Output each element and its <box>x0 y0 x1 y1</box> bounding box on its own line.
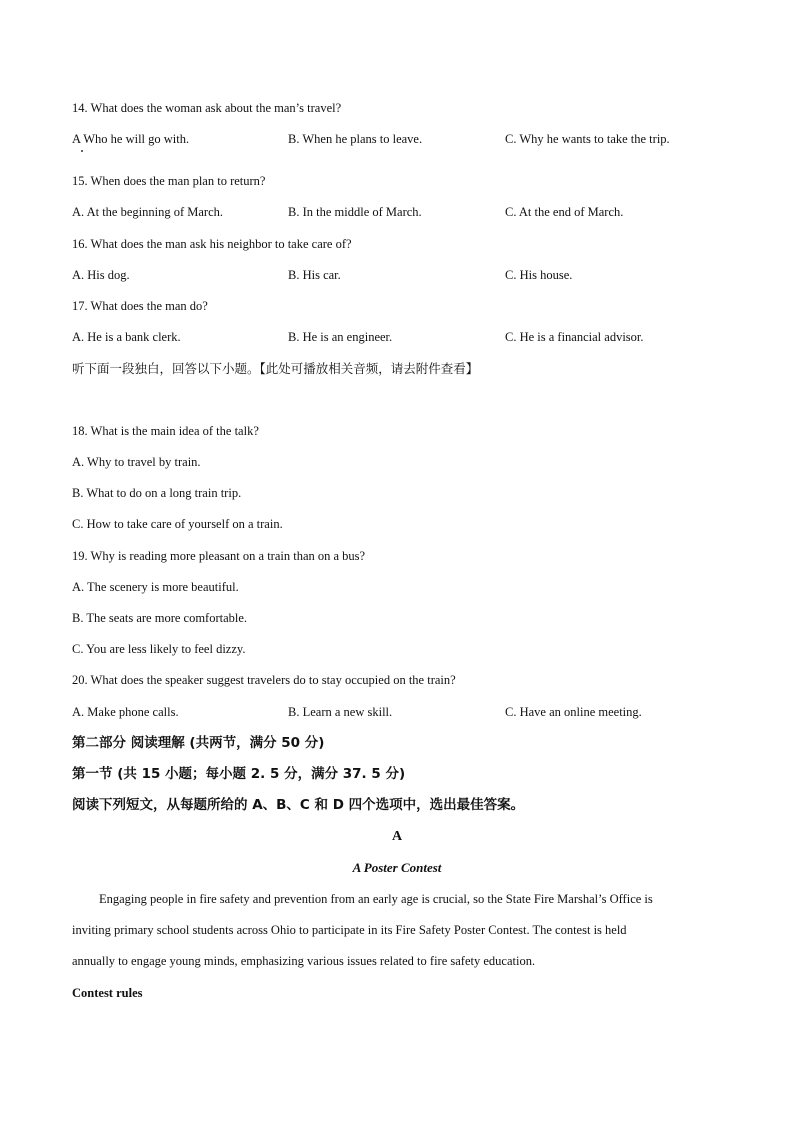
question-15: 15. When does the man plan to return? <box>72 174 266 188</box>
q17-option-a: A. He is a bank clerk. <box>72 330 181 344</box>
q16-option-c: C. His house. <box>505 268 573 282</box>
section1-heading: 第一节 (共 15 小题；每小题 2. 5 分，满分 37. 5 分) <box>72 766 406 782</box>
passage-line-3: annually to engage young minds, emphasizing various issues related to fire safety education. <box>72 954 536 968</box>
q19-option-b: B. The seats are more comfortable. <box>72 611 248 625</box>
question-16: 16. What does the man ask his neighbor to take care of? <box>72 237 352 251</box>
q15-option-a: A. At the beginning of March. <box>72 205 224 219</box>
question-19: 19. Why is reading more pleasant on a train than on a bus? <box>72 549 366 563</box>
q15-option-b: B. In the middle of March. <box>288 205 422 219</box>
contest-rules-subheading: Contest rules <box>72 986 143 1000</box>
q14-option-c: C. Why he wants to take the trip. <box>505 132 670 146</box>
question-17: 17. What does the man do? <box>72 299 208 313</box>
q20-option-c: C. Have an online meeting. <box>505 705 642 719</box>
q17-option-b: B. He is an engineer. <box>288 330 393 344</box>
q18-option-c: C. How to take care of yourself on a train. <box>72 517 283 531</box>
q20-option-a: A. Make phone calls. <box>72 705 179 719</box>
monologue-intro: 听下面一段独白，回答以下小题。【此处可播放相关音频，请去附件查看】 <box>72 361 479 376</box>
passage-line-1: Engaging people in fire safety and prevention from an early age is crucial, so the State Fire Marshal’s Office is <box>99 892 653 906</box>
passage-label: A <box>391 829 403 844</box>
question-18: 18. What is the main idea of the talk? <box>72 424 259 438</box>
q18-option-a: A. Why to travel by train. <box>72 455 201 469</box>
part2-heading: 第二部分 阅读理解 (共两节，满分 50 分) <box>72 735 325 751</box>
q19-option-c: C. You are less likely to feel dizzy. <box>72 642 246 656</box>
q16-option-a: A. His dog. <box>72 268 130 282</box>
q17-option-c: C. He is a financial advisor. <box>505 330 644 344</box>
q20-option-b: B. Learn a new skill. <box>288 705 393 719</box>
passage-line-2: inviting primary school students across Ohio to participate in its Fire Safety Poster Contest. The contest is held <box>72 923 627 937</box>
q14-option-a: A Who he will go with. <box>72 132 190 146</box>
q15-option-c: C. At the end of March. <box>505 205 624 219</box>
question-20: 20. What does the speaker suggest travelers do to stay occupied on the train? <box>72 673 456 687</box>
decorative-dot <box>81 150 83 152</box>
passage-title: A Poster Contest <box>352 860 442 875</box>
q19-option-a: A. The scenery is more beautiful. <box>72 580 239 594</box>
q14-option-b: B. When he plans to leave. <box>288 132 423 146</box>
q18-option-b: B. What to do on a long train trip. <box>72 486 242 500</box>
question-14: 14. What does the woman ask about the man’s travel? <box>72 101 342 115</box>
q16-option-b: B. His car. <box>288 268 341 282</box>
reading-instruction: 阅读下列短文，从每题所给的 A、B、C 和 D 四个选项中，选出最佳答案。 <box>72 797 525 813</box>
